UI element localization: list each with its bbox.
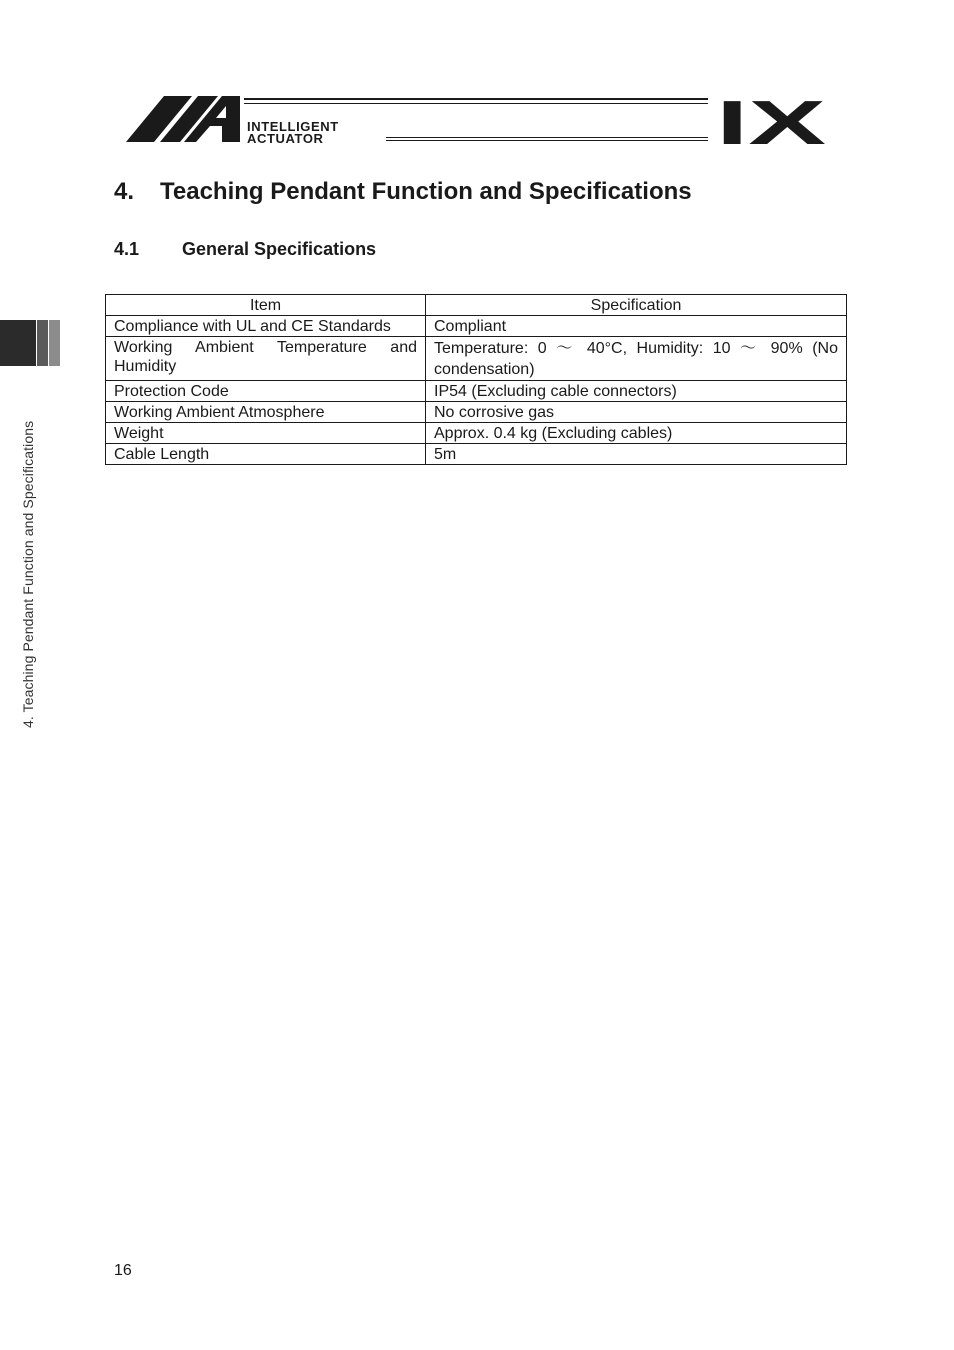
- side-chapter-tab: [0, 320, 60, 366]
- chapter-title: [114, 178, 692, 206]
- spec-cell: Compliant: [426, 316, 847, 337]
- header-logo: [126, 94, 828, 146]
- column-header-item: Item: [106, 295, 426, 316]
- side-tab-block-light: [49, 320, 60, 366]
- column-header-specification: Specification: [426, 295, 847, 316]
- table-header-row: [106, 295, 847, 316]
- item-cell: Compliance with UL and CE Standards: [106, 316, 426, 337]
- spec-cell: 5m: [426, 444, 847, 465]
- iai-logo-icon: [126, 94, 828, 146]
- page-number: 16: [114, 1262, 132, 1279]
- table-row: [106, 316, 847, 337]
- section-title-text: General Specifications: [182, 239, 377, 259]
- brand-line1: INTELLIGENT: [247, 119, 339, 134]
- spec-cell: IP54 (Excluding cable connectors): [426, 381, 847, 402]
- table-row: [106, 337, 847, 381]
- side-chapter-label: 4. Teaching Pendant Function and Specifications: [20, 420, 36, 728]
- section-title: [114, 239, 376, 260]
- table-row: [106, 423, 847, 444]
- spec-cell: No corrosive gas: [426, 402, 847, 423]
- product-logo: IX: [716, 94, 826, 146]
- chapter-number: 4.: [114, 178, 135, 205]
- spec-cell: Approx. 0.4 kg (Excluding cables): [426, 423, 847, 444]
- table-row: [106, 381, 847, 402]
- brand-line2: ACTUATOR: [247, 131, 324, 146]
- item-cell: Working Ambient Temperature and Humidity: [106, 337, 426, 381]
- section-number: 4.1: [114, 239, 140, 259]
- spec-cell: Temperature: 0 〜 40°C, Humidity: 10 〜 90% (No condensation): [426, 337, 847, 381]
- general-specifications-table: [105, 294, 847, 465]
- chapter-title-text: Teaching Pendant Function and Specifications: [160, 178, 692, 205]
- item-cell: Protection Code: [106, 381, 426, 402]
- item-cell: Working Ambient Atmosphere: [106, 402, 426, 423]
- side-tab-block-mid: [37, 320, 48, 366]
- table-row: [106, 402, 847, 423]
- item-cell: Cable Length: [106, 444, 426, 465]
- side-tab-block-dark: [0, 320, 36, 366]
- item-cell: Weight: [106, 423, 426, 444]
- table-row: [106, 444, 847, 465]
